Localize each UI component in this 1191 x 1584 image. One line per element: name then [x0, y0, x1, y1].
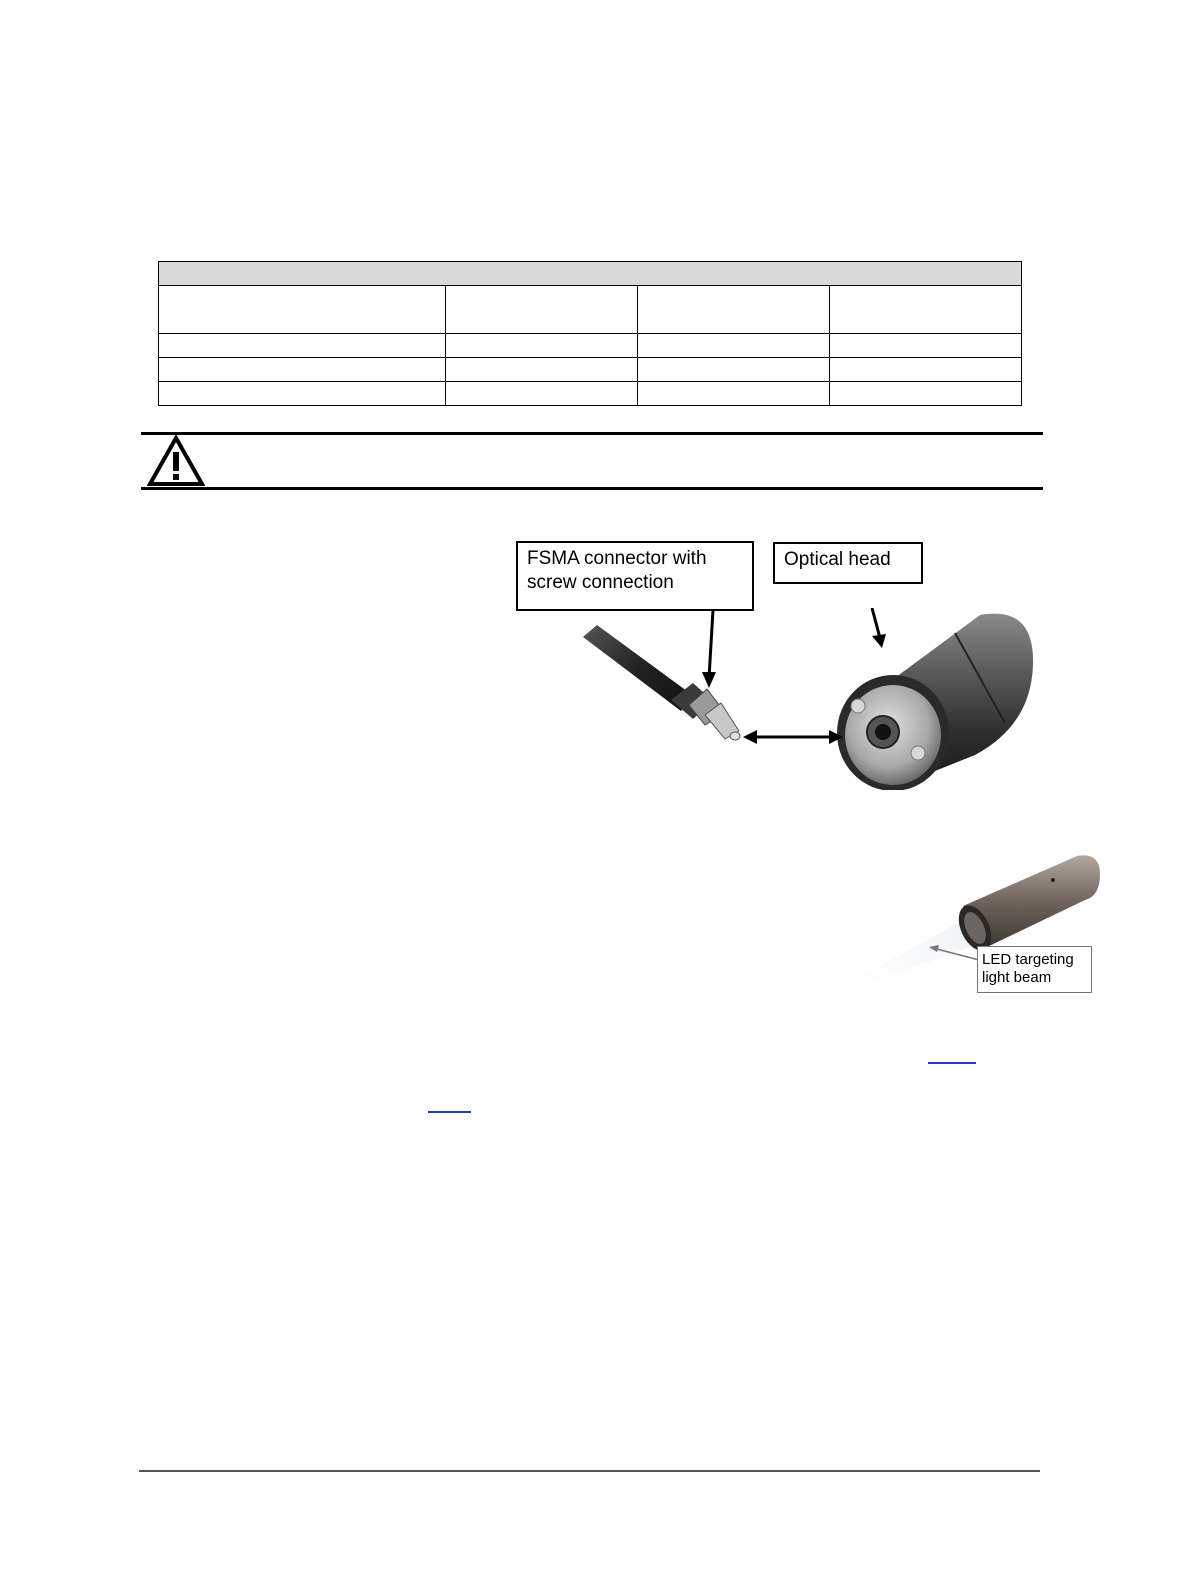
callout-arrows — [700, 608, 890, 688]
table-cell — [446, 358, 638, 382]
table-cell — [830, 382, 1022, 406]
connection-arrow — [743, 730, 843, 744]
cross-reference-link[interactable] — [428, 1111, 471, 1113]
table-header-cell — [446, 286, 638, 334]
table-header-cell — [159, 286, 446, 334]
table-header-row — [159, 286, 1022, 334]
table-row — [159, 382, 1022, 406]
table-header-cell — [830, 286, 1022, 334]
spec-table — [158, 261, 1022, 406]
table-cell — [638, 334, 830, 358]
table-title-cell — [159, 262, 1022, 286]
table-cell — [159, 334, 446, 358]
footer-rule — [139, 1470, 1040, 1472]
table-cell — [446, 382, 638, 406]
table-cell — [638, 358, 830, 382]
table-row — [159, 358, 1022, 382]
table-cell — [638, 382, 830, 406]
table-cell — [830, 334, 1022, 358]
table-header-cell — [638, 286, 830, 334]
callout-optical-head: Optical head — [773, 542, 923, 584]
table-row — [159, 334, 1022, 358]
callout-led-beam: LED targeting light beam — [977, 946, 1092, 993]
table-cell — [159, 358, 446, 382]
cross-reference-link[interactable] — [928, 1062, 976, 1064]
table-cell — [446, 334, 638, 358]
callout-fsma-connector: FSMA connector with screw connection — [516, 541, 754, 611]
table-title-row — [159, 262, 1022, 286]
warning-icon — [147, 435, 205, 487]
table-cell — [830, 358, 1022, 382]
table-cell — [159, 382, 446, 406]
warning-rule-top — [141, 432, 1043, 435]
warning-rule-bottom — [141, 487, 1043, 490]
